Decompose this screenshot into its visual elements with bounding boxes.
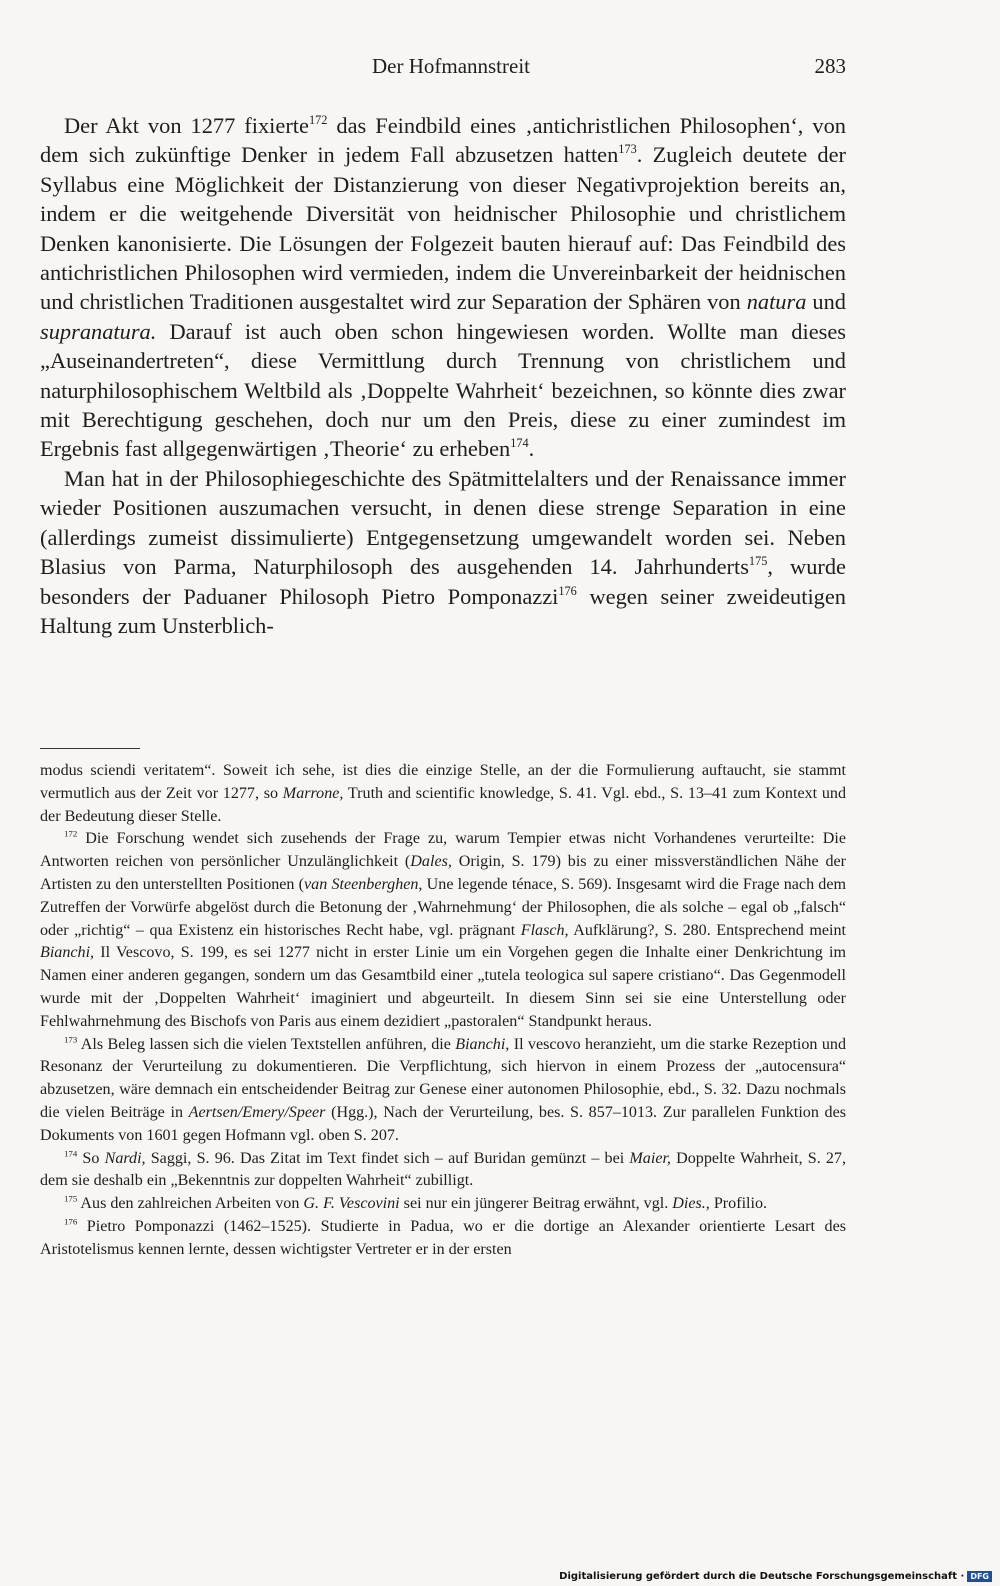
footnotes <box>40 760 846 1262</box>
footnote-176: $^{176}$ Pietro Pomponazzi (1462–1525). Studierte in Padua, wo er die dortige an Alexander orientierte Lesart des Aristotelismus kennen lernte, dessen wichtigster Vertreter er in der ersten <box>40 1216 846 1258</box>
footnote-number: 172 <box>64 828 78 839</box>
footnote-174: $^{174}$ So Nardi, Saggi, S. 96. Das Zitat im Text findet sich – auf Buridan gemünzt – bei Maier, Doppelte Wahrheit, S. 27, dem sie deshalb ein „Bekenntnis zur doppelten Wahrheit“ zubilligt. <box>40 1147 846 1190</box>
footnote-number: 174 <box>64 1147 78 1158</box>
paragraph: Der Akt von 1277 fixierte$^{172}$ das Feindbild eines ‚antichristlichen Philosophen‘, von dem sich zukünftige Denker in jedem Fall abzusetzen hatten$^{173}$. Zugleich deutete der Syllabus eine Möglichkeit der Distanzierung von dieser Negativprojektion bereits an, indem er die weitgehende Diversität von heidnischer Philosophie und christlichem Denken kanonisierte. Die Lösungen der Folgezeit bauten hierauf auf: Das Feindbild des antichristlichen Philosophen wird vermieden, indem die Unvereinbarkeit der heidnischen und christlichen Traditionen ausgestaltet wird zur Separation der Sphären von natura und supranatura. Darauf ist auch oben schon hingewiesen worden. Wollte man dieses „Auseinandertreten“, diese Vermittlung durch Trennung von christlichem und naturphilosophischem Weltbild als ‚Doppelte Wahrheit‘ bezeichnen, so könnte dies zwar mit Berechtigung geschehen, doch nur um den Preis, diese zu einer zumindest im Ergebnis fast allgegenwärtigen ‚Theorie‘ zu erheben$^{174}$. <box>40 112 846 462</box>
running-title: Der Hofmannstreit <box>371 54 531 78</box>
dfg-logo: DFG <box>967 1571 992 1582</box>
footnote-continuation: modus sciendi veritatem“. Soweit ich sehe, ist dies die einzige Stelle, an der die Formulierung auftaucht, sie stammt vermutlich aus der Zeit vor 1277, so Marrone, Truth and scientific knowledge, S. 41. Vgl. ebd., S. 13–41 zum Kontext und der Bedeutung dieser Stelle. <box>40 762 846 825</box>
footnote-number: 173 <box>64 1033 78 1044</box>
footnote-ref[interactable]: 172 <box>308 112 328 127</box>
footnote-ref[interactable]: 176 <box>558 583 577 598</box>
page-number: 283 <box>814 54 846 78</box>
footnote-175: $^{175}$ Aus den zahlreichen Arbeiten von G. F. Vescovini sei nur ein jüngerer Beitrag erwähnt, vgl. Dies., Profilio. <box>64 1193 768 1213</box>
paragraph: Man hat in der Philosophiegeschichte des Spätmittelalters und der Renaissance immer wieder Positionen auszumachen versucht, in denen diese strenge Separation in eine (allerdings zumeist dissimulierte) Entgegensetzung umgewandelt worden sei. Neben Blasius von Parma, Naturphilosoph des ausgehenden 14. Jahrhunderts$^{175}$, wurde besonders der Paduaner Philosoph Pietro Pomponazzi$^{176}$ wegen seiner zweideutigen Haltung zum Unsterblich- <box>40 465 846 638</box>
footnote-172: $^{172}$ Die Forschung wendet sich zusehends der Frage zu, warum Tempier etwas nicht Vorhandenes verurteilte: Die Antworten reichen von persönlicher Unzulänglichkeit (Dales, Origin, S. 179) bis zu einer missverständlichen Nähe der Artisten zu den unterstellten Positionen (van Steenberghen, Une legende ténace, S. 569). Insgesamt wird die Frage nach dem Zutreffen der Vorwürfe abgelöst durch die Betonung der ‚Wahrnehmung‘ der Philosophen, die als solche – egal ob „falsch“ oder „richtig“ – qua Existenz ein historisches Recht habe, vgl. prägnant Flasch, Aufklärung?, S. 280. Entsprechend meint Bianchi, Il Vescovo, S. 199, es sei 1277 nicht in erster Linie um ein Vorgehen gegen die Inhalte einer Denkrichtung im Namen einer anderen gegangen, sondern um das Gesamtbild einer „tutela teologica sul sapere cristiano“. Das Gegenmodell wurde mit der ‚Doppelten Wahrheit‘ imaginiert und abgeurteilt. In diesem Sinn sei sie eine Unterstellung oder Fehlwahrnehmung des Bischofs von Paris aus einem dezidiert „pastoralen“ Standpunkt heraus. <box>40 828 847 1030</box>
footnote-ref[interactable]: 174 <box>510 436 529 451</box>
digitization-credit <box>559 1571 992 1582</box>
footnote-ref[interactable]: 175 <box>748 553 768 568</box>
main-text <box>40 111 846 640</box>
footnote-number: 176 <box>64 1216 78 1227</box>
credit-text: Digitalisierung gefördert durch die Deutsche Forschungsgemeinschaft · <box>559 1571 965 1582</box>
footnote-173: $^{173}$ Als Beleg lassen sich die vielen Textstellen anführen, die Bianchi, Il vescovo heranzieht, um die starke Rezeption und Resonanz der Verurteilung zu dokumentieren. Die Verpflichtung, sich hiervon in einem Prozess der „autocensura“ abzusetzen, wäre demnach ein entscheidender Beitrag zur Genese einer autonomen Philosophie, ebd., S. 32. Dazu nochmals die vielen Beiträge in Aertsen/Emery/Speer (Hgg.), Nach der Verurteilung, bes. S. 857–1013. Zur parallelen Funktion des Dokuments von 1601 gegen Hofmann vgl. oben S. 207. <box>40 1033 846 1144</box>
footnote-number: 175 <box>64 1193 78 1204</box>
footnote-separator <box>40 748 140 749</box>
page-header <box>56 54 846 88</box>
footnote-ref[interactable]: 173 <box>618 142 637 157</box>
